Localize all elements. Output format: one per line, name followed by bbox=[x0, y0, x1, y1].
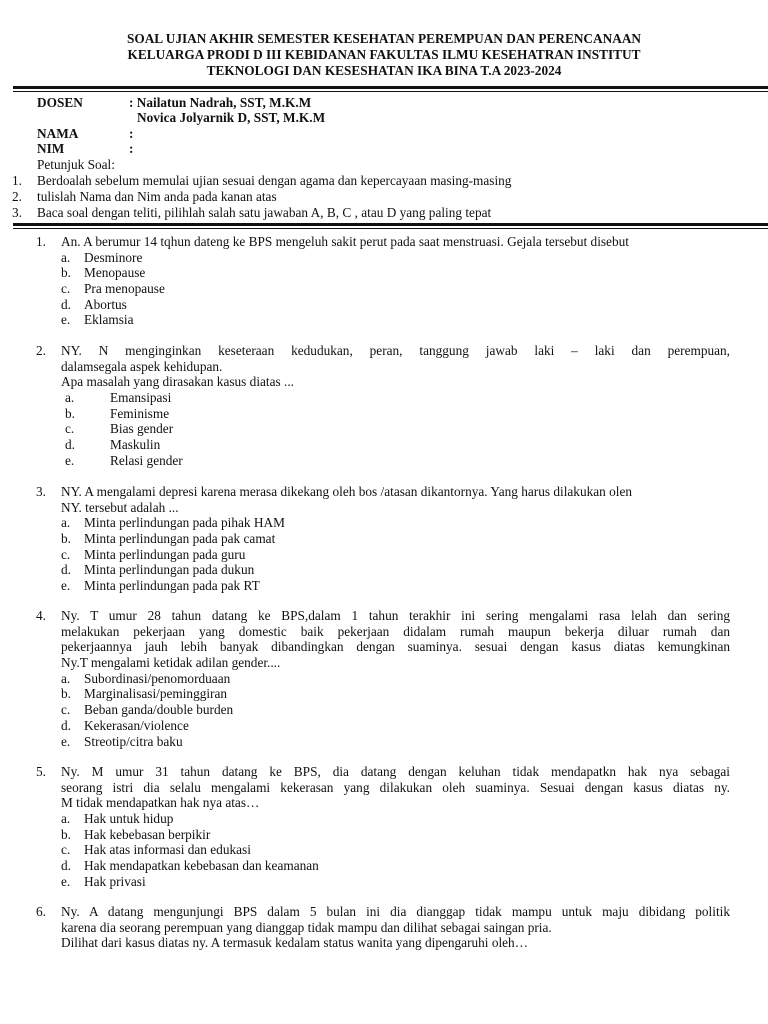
question-text: M tidak mendapatkan hak nya atas… bbox=[61, 795, 260, 811]
question-text: Dilihat dari kasus diatas ny. A termasuk kedalam status wanita yang dipengaruhi oleh… bbox=[61, 935, 529, 951]
instructions-title: Petunjuk Soal: bbox=[37, 157, 115, 172]
answer-option[interactable] bbox=[0, 437, 768, 453]
option-text: Maskulin bbox=[110, 437, 161, 453]
answer-option[interactable] bbox=[0, 827, 768, 843]
answer-option[interactable] bbox=[0, 734, 768, 750]
answer-option[interactable] bbox=[0, 265, 768, 281]
question-number: 5. bbox=[36, 764, 46, 779]
option-text: Minta perlindungan pada pak RT bbox=[84, 578, 260, 594]
option-text: Menopause bbox=[84, 265, 146, 281]
question-line bbox=[0, 904, 768, 920]
option-text: Minta perlindungan pada pihak HAM bbox=[84, 515, 285, 531]
option-letter: e. bbox=[61, 578, 71, 594]
answer-option[interactable] bbox=[0, 811, 768, 827]
instruction-number: 3. bbox=[12, 205, 22, 220]
option-letter: b. bbox=[61, 686, 71, 702]
question-line bbox=[0, 795, 768, 811]
exam-header bbox=[0, 31, 768, 79]
header-line-2: KELUARGA PRODI D III KEBIDANAN FAKULTAS ILMU KESEHATRAN INSTITUT bbox=[127, 47, 641, 62]
question-3 bbox=[0, 484, 768, 594]
option-text: Minta perlindungan pada pak camat bbox=[84, 531, 276, 547]
option-text: Beban ganda/double burden bbox=[84, 702, 234, 718]
header-divider-thick bbox=[13, 86, 768, 89]
answer-option[interactable] bbox=[0, 406, 768, 422]
option-letter: a. bbox=[65, 390, 75, 406]
question-line bbox=[0, 780, 768, 796]
answer-option[interactable] bbox=[0, 515, 768, 531]
instruction-number: 1. bbox=[12, 173, 22, 188]
option-text: Abortus bbox=[84, 296, 127, 312]
option-text: Marginalisasi/peminggiran bbox=[84, 686, 228, 702]
question-line bbox=[0, 374, 768, 390]
question-number: 2. bbox=[36, 343, 46, 358]
answer-option[interactable] bbox=[0, 531, 768, 547]
instruction-text: tulislah Nama dan Nim anda pada kanan atas bbox=[37, 189, 277, 204]
option-text: Eklamsia bbox=[84, 312, 134, 328]
question-text: NY. N menginginkan keseteraan kedudukan, peran, tanggung jawab laki – laki dan perempuan, bbox=[61, 343, 730, 358]
option-letter: a. bbox=[61, 249, 71, 265]
option-letter: d. bbox=[61, 717, 71, 733]
answer-option[interactable] bbox=[0, 671, 768, 687]
question-number: 6. bbox=[36, 904, 46, 919]
option-text: Emansipasi bbox=[110, 390, 172, 406]
answer-option[interactable] bbox=[0, 718, 768, 734]
option-letter: d. bbox=[61, 858, 71, 874]
option-text: Pra menopause bbox=[84, 281, 165, 297]
dosen-name-1: : Nailatun Nadrah, SST, M.K.M bbox=[129, 95, 312, 110]
option-text: Streotip/citra baku bbox=[84, 733, 183, 749]
option-letter: c. bbox=[61, 281, 71, 297]
option-letter: d. bbox=[61, 562, 71, 578]
answer-option[interactable] bbox=[0, 686, 768, 702]
option-text: Hak untuk hidup bbox=[84, 811, 174, 827]
option-text: Kekerasan/violence bbox=[84, 717, 189, 733]
option-text: Minta perlindungan pada dukun bbox=[84, 562, 255, 578]
nama-label: NAMA bbox=[37, 126, 79, 141]
question-line bbox=[0, 608, 768, 624]
question-line bbox=[0, 920, 768, 936]
question-line bbox=[0, 639, 768, 655]
instructions-divider-thick bbox=[13, 223, 768, 226]
answer-option[interactable] bbox=[0, 874, 768, 890]
question-text: pekerjaannya jauh lebih banyak dibandingkan dengan suaminya. sesuai dengan kasus diatas kemungkinan bbox=[61, 639, 730, 655]
question-2 bbox=[0, 343, 768, 469]
option-letter: e. bbox=[61, 733, 71, 749]
question-text: NY. A mengalami depresi karena merasa dikekang oleh bos /atasan dikantornya. Yang harus dilakukan olen bbox=[61, 484, 633, 499]
option-letter: e. bbox=[61, 312, 71, 328]
question-5 bbox=[0, 764, 768, 890]
option-text: Relasi gender bbox=[110, 452, 183, 468]
question-text: Ny. A datang mengunjungi BPS dalam 5 bulan ini dia dianggap tidak mampu untuk maju dibidang politik bbox=[61, 904, 730, 919]
answer-option[interactable] bbox=[0, 312, 768, 328]
question-text: dalamsegala aspek kehidupan. bbox=[61, 358, 223, 374]
dosen-name-2: Novica Jolyarnik D, SST, M.K.M bbox=[137, 110, 326, 125]
option-text: Desminore bbox=[84, 249, 143, 265]
header-divider-thin bbox=[13, 91, 768, 92]
option-text: Bias gender bbox=[110, 421, 174, 437]
question-line bbox=[0, 359, 768, 375]
instructions-divider-thin bbox=[13, 228, 768, 229]
header-line-1: SOAL UJIAN AKHIR SEMESTER KESEHATAN PEREMPUAN DAN PERENCANAAN bbox=[126, 31, 642, 46]
option-letter: a. bbox=[61, 811, 71, 827]
nim-field: : bbox=[129, 141, 134, 156]
option-text: Feminisme bbox=[110, 405, 170, 421]
answer-option[interactable] bbox=[0, 858, 768, 874]
option-letter: a. bbox=[61, 670, 71, 686]
option-letter: b. bbox=[61, 265, 71, 281]
header-line-3: TEKNOLOGI DAN KESESHATAN IKA BINA T.A 2023-2024 bbox=[206, 63, 562, 78]
answer-option[interactable] bbox=[0, 421, 768, 437]
option-letter: b. bbox=[65, 405, 75, 421]
option-text: Subordinasi/penomorduaan bbox=[84, 670, 231, 686]
option-letter: c. bbox=[61, 546, 71, 562]
answer-option[interactable] bbox=[0, 250, 768, 266]
question-line bbox=[0, 624, 768, 640]
question-text: melakukan pekerjaan yang domestic baik pekerjaan didalam rumah maupun bekerja diluar rumah dan bbox=[61, 623, 730, 639]
option-text: Minta perlindungan pada guru bbox=[84, 546, 246, 562]
answer-option[interactable] bbox=[0, 562, 768, 578]
question-line bbox=[0, 655, 768, 671]
option-letter: a. bbox=[61, 515, 71, 531]
question-line bbox=[0, 764, 768, 780]
question-line bbox=[0, 234, 768, 250]
question-text: NY. tersebut adalah ... bbox=[61, 499, 179, 515]
answer-option[interactable] bbox=[0, 297, 768, 313]
option-letter: c. bbox=[61, 842, 71, 858]
instruction-text: Baca soal dengan teliti, pilihlah salah satu jawaban A, B, C , atau D yang paling tepat bbox=[37, 205, 492, 220]
option-letter: b. bbox=[61, 826, 71, 842]
answer-option[interactable] bbox=[0, 281, 768, 297]
question-text: An. A berumur 14 tqhun dateng ke BPS mengeluh sakit perut pada saat menstruasi. Gejala tersebut disebut bbox=[61, 234, 629, 249]
instruction-number: 2. bbox=[12, 189, 22, 204]
question-text: Ny. M umur 31 tahun datang ke BPS, dia datang dengan keluhan tidak mendapatkn hak nya sebagai bbox=[61, 764, 730, 779]
answer-option[interactable] bbox=[0, 842, 768, 858]
question-number: 4. bbox=[36, 608, 46, 623]
question-4 bbox=[0, 608, 768, 749]
option-text: Hak kebebasan berpikir bbox=[84, 826, 211, 842]
answer-option[interactable] bbox=[0, 453, 768, 469]
answer-option[interactable] bbox=[0, 547, 768, 563]
option-letter: b. bbox=[61, 531, 71, 547]
dosen-label: DOSEN bbox=[37, 95, 83, 110]
question-line bbox=[0, 500, 768, 516]
question-text: Ny. T umur 28 tahun datang ke BPS,dalam 1 tahun terakhir ini sering mengalami rasa lelah dan sering bbox=[61, 608, 730, 623]
question-number: 3. bbox=[36, 484, 46, 499]
nama-field: : bbox=[129, 126, 134, 141]
question-text: Ny.T mengalami ketidak adilan gender.... bbox=[61, 655, 281, 671]
nim-label: NIM bbox=[37, 141, 65, 156]
option-letter: d. bbox=[65, 437, 75, 453]
option-text: Hak mendapatkan kebebasan dan keamanan bbox=[84, 858, 319, 874]
option-letter: e. bbox=[61, 873, 71, 889]
question-1 bbox=[0, 234, 768, 328]
answer-option[interactable] bbox=[0, 702, 768, 718]
option-letter: c. bbox=[65, 421, 75, 437]
option-letter: c. bbox=[61, 702, 71, 718]
question-line bbox=[0, 935, 768, 951]
question-text: Apa masalah yang dirasakan kasus diatas ... bbox=[61, 374, 294, 390]
option-letter: d. bbox=[61, 296, 71, 312]
question-number: 1. bbox=[36, 234, 46, 249]
question-line bbox=[0, 484, 768, 500]
option-letter: e. bbox=[65, 452, 75, 468]
answer-option[interactable] bbox=[0, 390, 768, 406]
option-text: Hak privasi bbox=[84, 873, 146, 889]
question-line bbox=[0, 343, 768, 359]
answer-option[interactable] bbox=[0, 578, 768, 594]
question-text: karena dia seorang perempuan yang dianggap tidak mampu dan dilihat sebagai saingan pria. bbox=[61, 919, 552, 935]
question-text: seorang istri dia selalu mengalami kekerasan yang dilakukan oleh suaminya. Sesuai dengan kasus diatas ny. bbox=[61, 779, 730, 795]
option-text: Hak atas informasi dan edukasi bbox=[84, 842, 251, 858]
question-6 bbox=[0, 904, 768, 951]
instruction-text: Berdoalah sebelum memulai ujian sesuai dengan agama dan kepercayaan masing-masing bbox=[37, 173, 512, 188]
